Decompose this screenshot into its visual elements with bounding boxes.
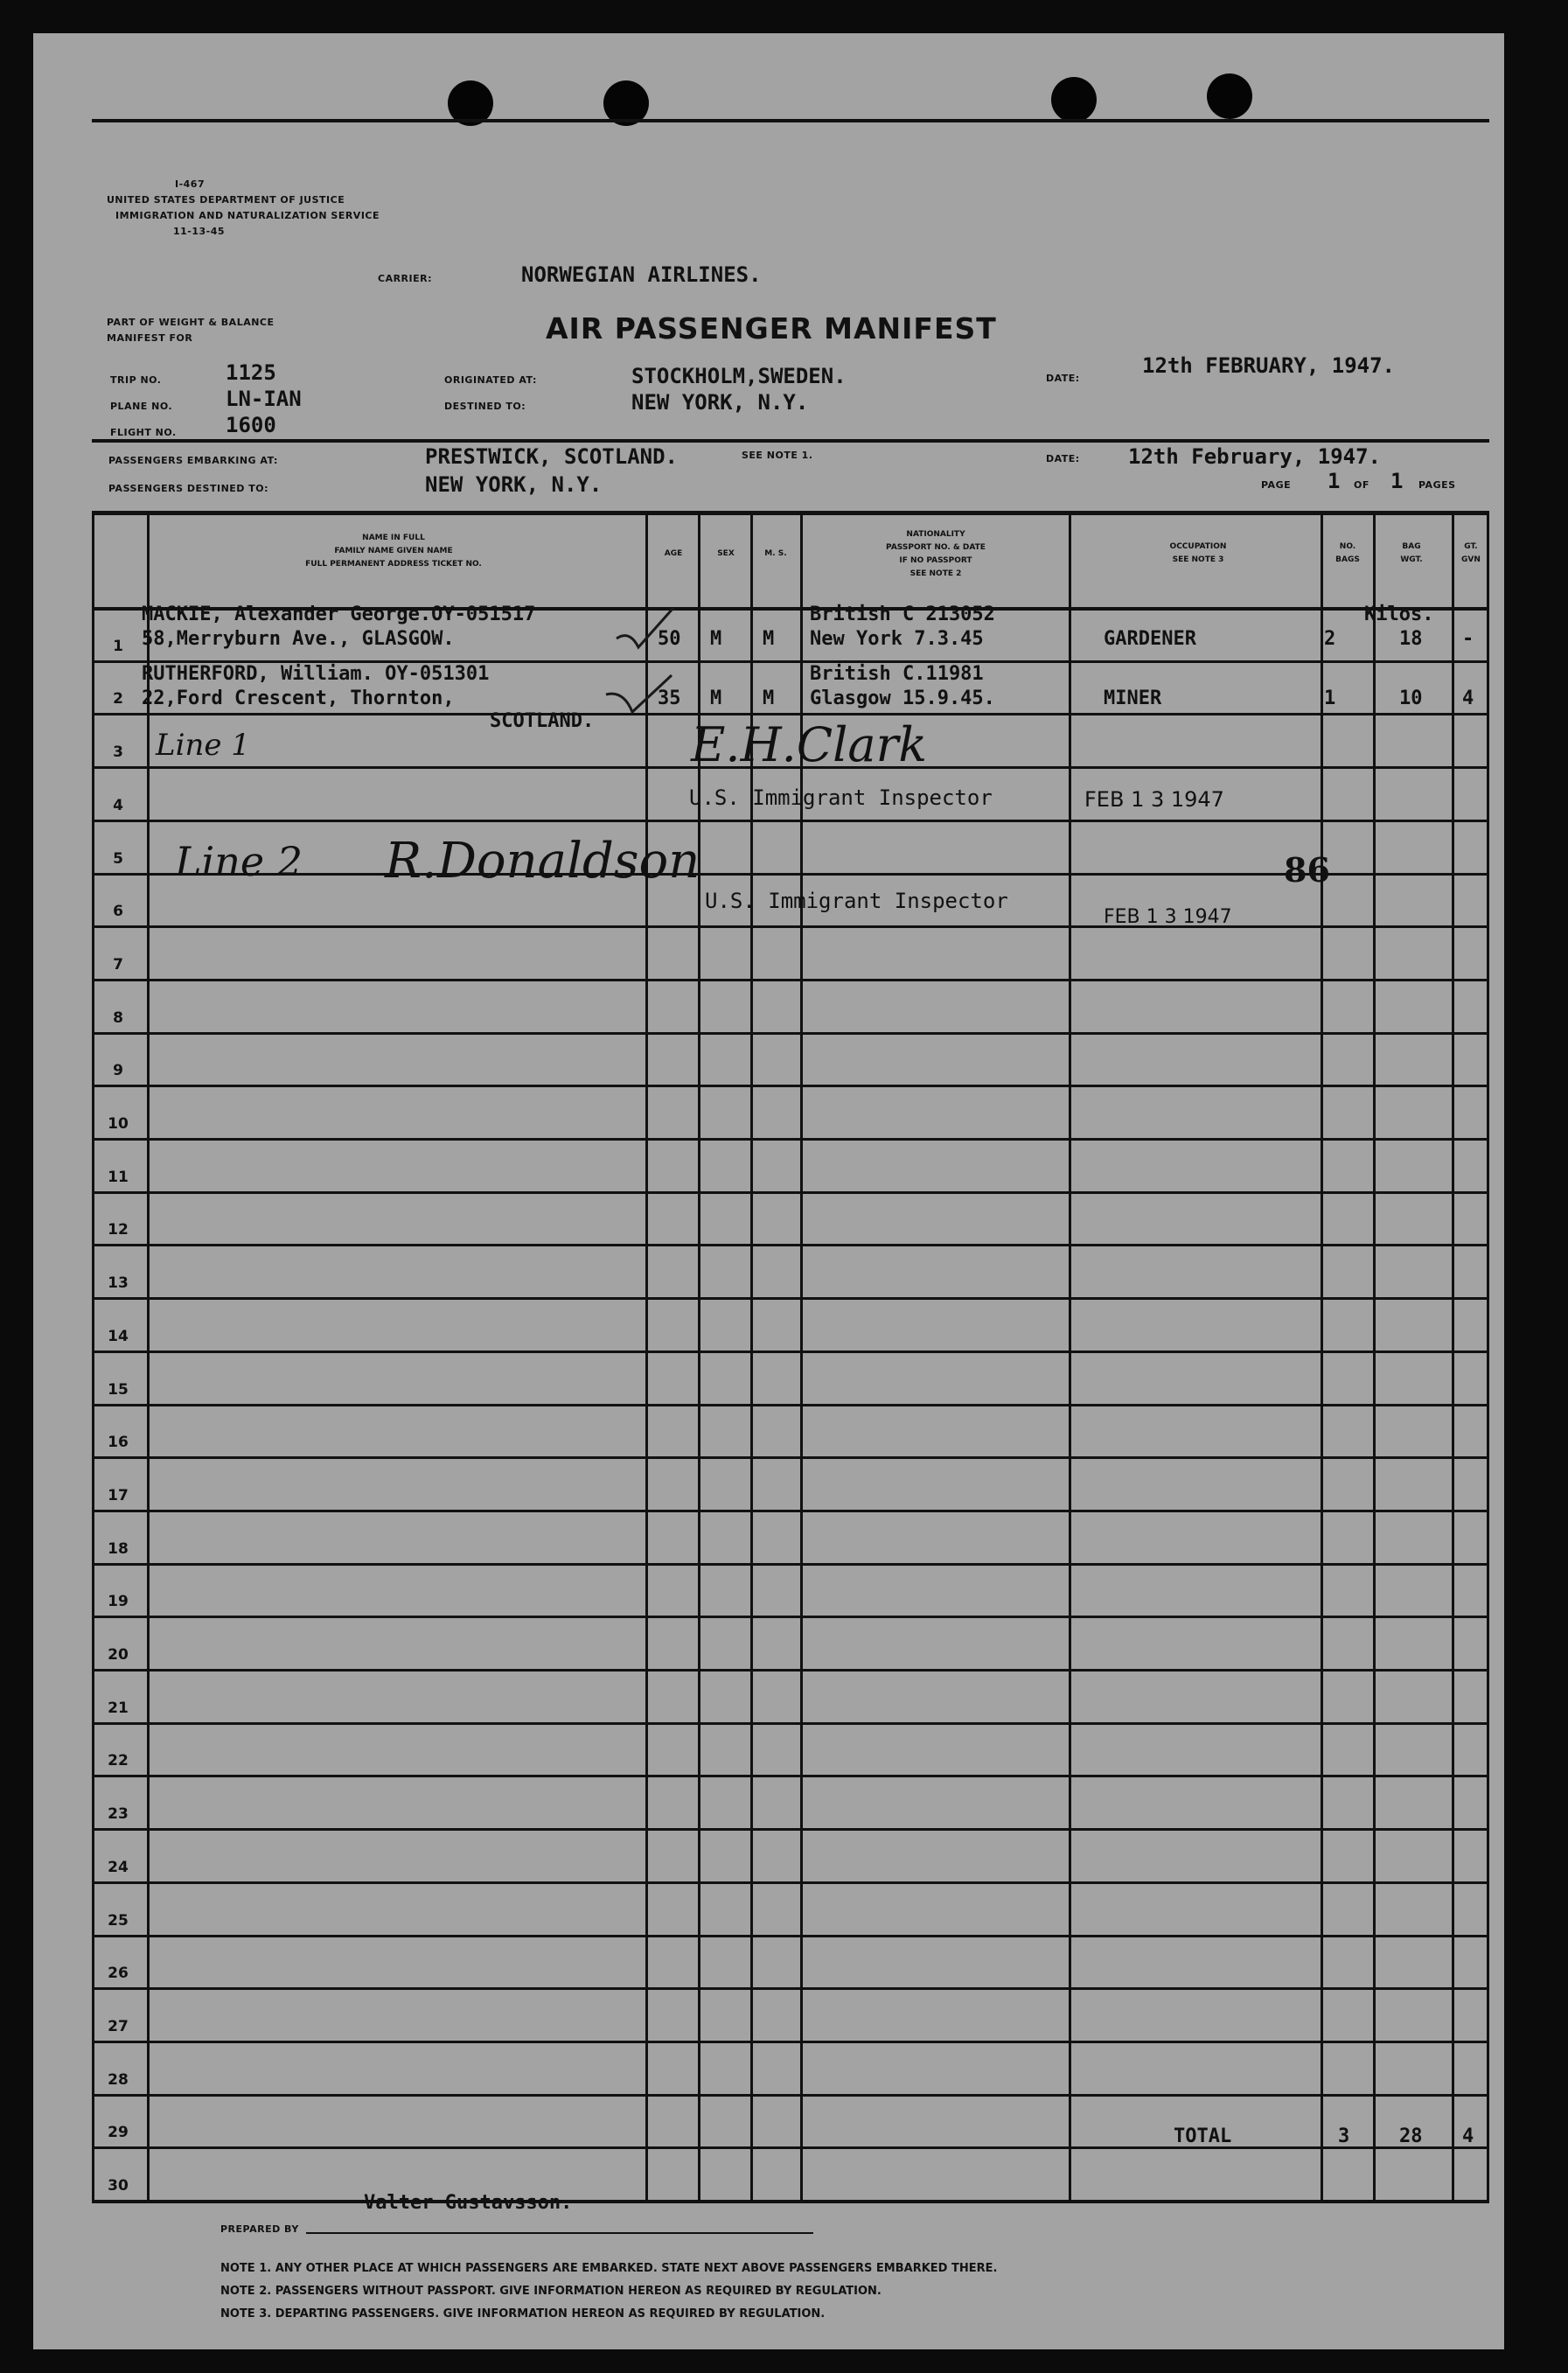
row-number: 22 — [108, 1752, 129, 1769]
row-number: 26 — [108, 1965, 129, 1982]
passenger-2-passport: Glasgow 15.9.45. — [810, 687, 995, 709]
punch-hole — [1051, 77, 1097, 122]
row-number: 1 — [113, 638, 123, 655]
origin-label: ORIGINATED AT: — [444, 374, 537, 386]
row-number: 7 — [113, 956, 123, 974]
col-header-weight: BAG WGT. — [1400, 542, 1423, 564]
column-rule — [147, 511, 150, 2203]
row-number: 11 — [108, 1169, 129, 1186]
flight-label: FLIGHT NO. — [110, 427, 177, 438]
handwritten-count: 86 — [1284, 850, 1330, 890]
handwritten-line-1: Line 1 — [156, 728, 250, 763]
passenger-1-sex: M — [710, 628, 722, 650]
passenger-1-name: MACKIE, Alexander George.OY-051517 — [142, 604, 536, 625]
col-header-sex: SEX — [717, 549, 735, 558]
row-rule — [92, 1881, 1489, 1884]
row-number: 9 — [113, 1062, 123, 1079]
col-header-nationality: NATIONALITY PASSPORT NO. & DATE IF NO PASSPORT SEE NOTE 2 — [886, 530, 986, 578]
passenger-2-gov: 4 — [1462, 687, 1474, 709]
row-rule — [92, 1935, 1489, 1937]
trip-value: 1125 — [226, 360, 276, 385]
row-number: 18 — [108, 1540, 129, 1558]
note-3: NOTE 3. DEPARTING PASSENGERS. GIVE INFORMATION HEREON AS REQUIRED BY REGULATION. — [220, 2307, 826, 2321]
passenger-1-passport: New York 7.3.45 — [810, 628, 984, 650]
manifest-for-label: MANIFEST FOR — [107, 332, 193, 344]
row-number: 12 — [108, 1221, 129, 1239]
carrier-label: CARRIER: — [378, 273, 433, 284]
inspector-stamp-date-2: FEB 1 3 1947 — [1104, 906, 1232, 928]
prepared-by-value: Valter Gustavsson. — [364, 2192, 573, 2214]
col-header-bags: NO. BAGS — [1335, 542, 1360, 564]
total-bags: 3 — [1338, 2125, 1350, 2147]
inspector-signature-1: E.H.Clark — [691, 717, 928, 772]
passenger-1-age: 50 — [658, 628, 681, 650]
form-edition: 11-13-45 — [173, 226, 226, 237]
row-rule — [92, 1191, 1489, 1194]
prepared-by-line — [306, 2232, 813, 2234]
note-2: NOTE 2. PASSENGERS WITHOUT PASSPORT. GIVE INFORMATION HEREON AS REQUIRED BY REGULATION. — [220, 2285, 882, 2298]
row-number: 30 — [108, 2177, 129, 2195]
date-label: DATE: — [1046, 373, 1080, 384]
flight-value: 1600 — [226, 413, 276, 437]
row-rule — [92, 1828, 1489, 1831]
form-number: I-467 — [175, 178, 206, 190]
check-mark-1 — [612, 604, 682, 656]
of-label: OF — [1354, 479, 1369, 491]
column-rule — [1452, 511, 1454, 2203]
passenger-2-weight: 10 — [1399, 687, 1423, 709]
passenger-1-address: 58,Merryburn Ave., GLASGOW. — [142, 628, 455, 650]
row-number: 17 — [108, 1487, 129, 1504]
col-header-age: AGE — [664, 549, 683, 558]
inspector-stamp-1: U.S. Immigrant Inspector — [689, 785, 993, 810]
col-header-marital: M. S. — [764, 549, 787, 558]
column-rule — [645, 511, 648, 2203]
col-header-occupation: OCCUPATION SEE NOTE 3 — [1169, 542, 1227, 564]
row-rule — [92, 820, 1489, 822]
see-note-1: SEE NOTE 1. — [742, 450, 813, 461]
row-rule — [92, 1510, 1489, 1512]
row-rule — [92, 1085, 1489, 1087]
of-value: 1 — [1390, 469, 1404, 493]
row-number: 13 — [108, 1274, 129, 1292]
row-number: 3 — [113, 743, 123, 761]
inspector-signature-2: R.Donaldson — [385, 833, 700, 890]
passenger-1-occupation: GARDENER — [1104, 628, 1196, 650]
note-1: NOTE 1. ANY OTHER PLACE AT WHICH PASSENGERS ARE EMBARKED. STATE NEXT ABOVE PASSENGERS EMBARKED THERE. — [220, 2262, 998, 2275]
punch-hole — [1207, 73, 1252, 119]
passenger-2-bags: 1 — [1324, 687, 1336, 709]
row-number: 15 — [108, 1381, 129, 1399]
embarking-value: PRESTWICK, SCOTLAND. — [425, 444, 678, 469]
row-number: 4 — [113, 797, 123, 814]
weight-balance-label: PART OF WEIGHT & BALANCE — [107, 317, 275, 328]
row-rule — [92, 2200, 1489, 2203]
service-name: IMMIGRATION AND NATURALIZATION SERVICE — [115, 210, 380, 221]
row-rule — [92, 979, 1489, 981]
page-value: 1 — [1328, 469, 1341, 493]
passenger-1-weight: 18 — [1399, 628, 1423, 650]
total-weight: 28 — [1399, 2125, 1423, 2147]
plane-value: LN-IAN — [226, 387, 302, 411]
row-rule — [92, 1563, 1489, 1566]
row-rule — [92, 1669, 1489, 1672]
row-number: 8 — [113, 1009, 123, 1027]
passenger-2-nationality: British C.11981 — [810, 663, 984, 685]
row-rule — [92, 1138, 1489, 1141]
passenger-2-age: 35 — [658, 687, 681, 709]
passenger-1-bags: 2 — [1324, 628, 1336, 650]
row-rule — [92, 1775, 1489, 1777]
destination-label: DESTINED TO: — [444, 401, 526, 412]
row-rule — [92, 1351, 1489, 1353]
date-value: 12th FEBRUARY, 1947. — [1142, 353, 1395, 378]
inspector-stamp-2: U.S. Immigrant Inspector — [705, 889, 1008, 913]
embark-date-label: DATE: — [1046, 453, 1080, 464]
row-number: 16 — [108, 1434, 129, 1451]
column-rule — [1373, 511, 1376, 2203]
page-title: AIR PASSENGER MANIFEST — [546, 311, 997, 345]
header-rule — [92, 439, 1489, 443]
handwritten-line-2: Line 2 — [175, 838, 303, 885]
row-rule — [92, 1722, 1489, 1725]
column-rule — [1069, 511, 1071, 2203]
table-top-rule — [92, 511, 1489, 515]
total-label: TOTAL — [1174, 2125, 1232, 2147]
row-rule — [92, 713, 1489, 715]
row-rule — [92, 1456, 1489, 1459]
row-number: 10 — [108, 1115, 129, 1133]
row-number: 6 — [113, 903, 123, 920]
row-number: 14 — [108, 1328, 129, 1345]
weight-unit: Kilos. — [1364, 604, 1434, 625]
row-number: 2 — [113, 690, 123, 708]
row-rule — [92, 1244, 1489, 1246]
row-rule — [92, 1616, 1489, 1618]
passenger-2-address: 22,Ford Crescent, Thornton, — [142, 687, 455, 709]
row-number: 28 — [108, 2071, 129, 2089]
passengers-destined-label: PASSENGERS DESTINED TO: — [108, 483, 268, 494]
row-rule — [92, 1987, 1489, 1990]
row-number: 5 — [113, 850, 123, 868]
row-number: 27 — [108, 2018, 129, 2035]
row-number: 29 — [108, 2124, 129, 2141]
row-number: 25 — [108, 1912, 129, 1930]
row-rule — [92, 1032, 1489, 1035]
pages-label: PAGES — [1418, 479, 1456, 491]
page-label: PAGE — [1261, 479, 1292, 491]
passenger-2-sex: M — [710, 687, 722, 709]
row-number: 24 — [108, 1859, 129, 1876]
column-rule — [1487, 511, 1489, 2203]
department-name: UNITED STATES DEPARTMENT OF JUSTICE — [107, 194, 345, 206]
prepared-by-label: PREPARED BY — [220, 2223, 299, 2235]
row-number: 21 — [108, 1699, 129, 1717]
destination-value: NEW YORK, N.Y. — [631, 390, 809, 415]
row-rule — [92, 1404, 1489, 1406]
check-mark-2 — [602, 668, 680, 721]
passenger-1-nationality: British C 213052 — [810, 604, 995, 625]
passenger-2-occupation: MINER — [1104, 687, 1162, 709]
passenger-1-gov: - — [1462, 628, 1474, 650]
row-rule — [92, 2094, 1489, 2097]
column-rule — [92, 511, 94, 2203]
row-number: 19 — [108, 1593, 129, 1610]
passenger-2-name: RUTHERFORD, William. OY-051301 — [142, 663, 490, 685]
total-gov: 4 — [1462, 2125, 1474, 2147]
carrier-value: NORWEGIAN AIRLINES. — [521, 262, 762, 287]
trip-label: TRIP NO. — [110, 374, 162, 386]
origin-value: STOCKHOLM,SWEDEN. — [631, 364, 847, 388]
inspector-stamp-date-1: FEB 1 3 1947 — [1084, 787, 1224, 812]
embarking-label: PASSENGERS EMBARKING AT: — [108, 455, 278, 466]
passenger-2-marital: M — [763, 687, 775, 709]
embark-date-value: 12th February, 1947. — [1128, 444, 1381, 469]
row-number: 20 — [108, 1646, 129, 1664]
plane-label: PLANE NO. — [110, 401, 173, 412]
column-rule — [1321, 511, 1323, 2203]
row-rule — [92, 1297, 1489, 1300]
row-rule — [92, 2041, 1489, 2043]
passenger-2-address-2: SCOTLAND. — [490, 710, 595, 732]
col-header-name: NAME IN FULL FAMILY NAME GIVEN NAME FULL PERMANENT ADDRESS TICKET NO. — [305, 534, 482, 569]
top-rule — [92, 119, 1489, 122]
row-rule — [92, 2146, 1489, 2149]
col-header-gov: GT. GVN — [1461, 542, 1481, 564]
passengers-destined-value: NEW YORK, N.Y. — [425, 472, 603, 497]
row-rule — [92, 925, 1489, 928]
row-number: 23 — [108, 1805, 129, 1823]
passenger-1-marital: M — [763, 628, 775, 650]
